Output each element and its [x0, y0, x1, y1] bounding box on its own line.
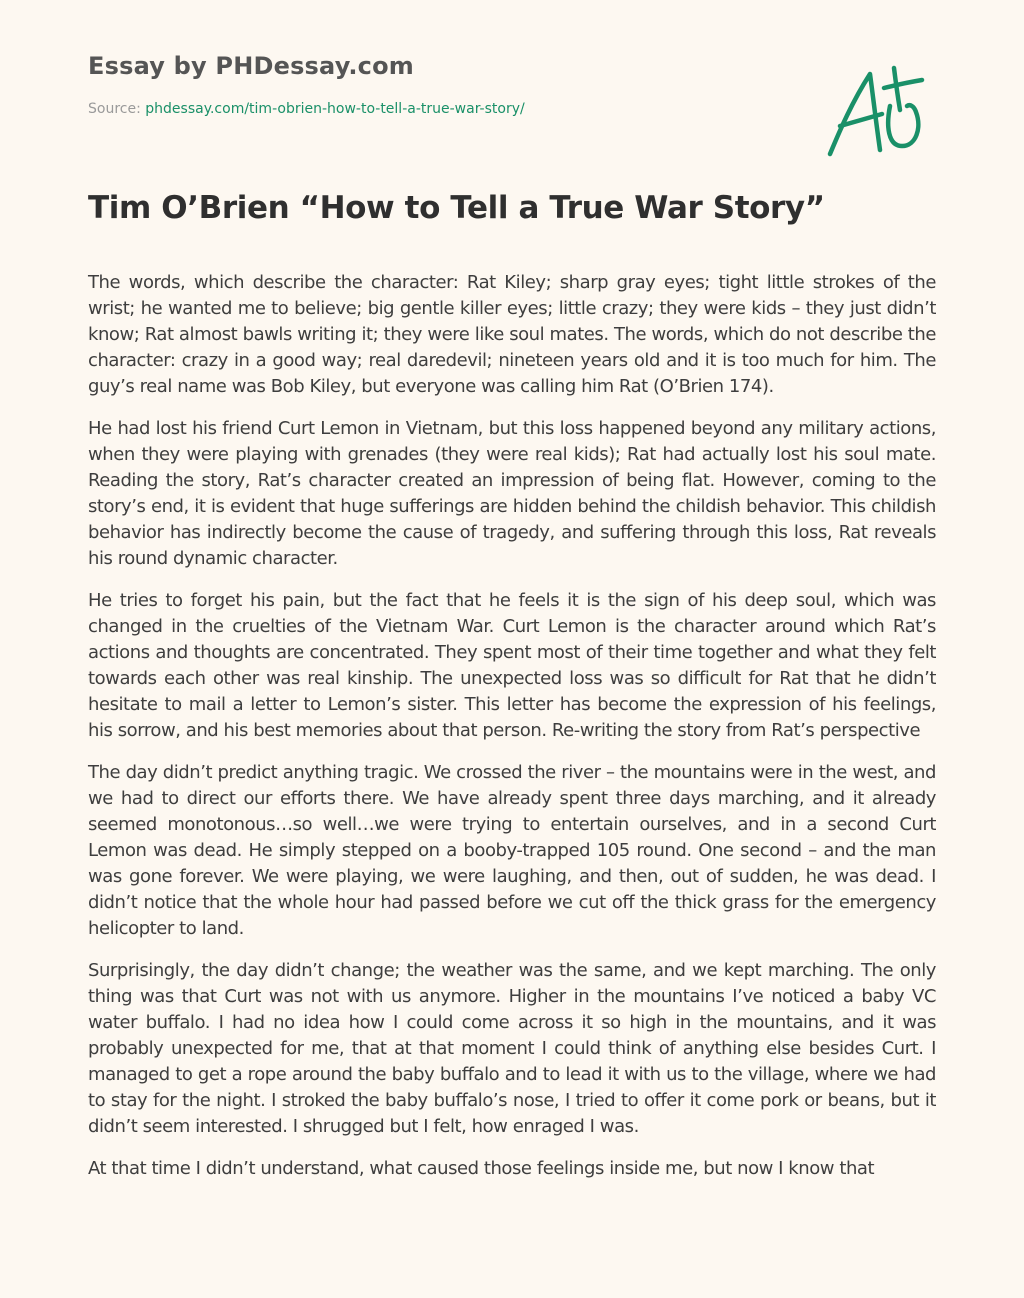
source-link[interactable]: phdessay.com/tim-obrien-how-to-tell-a-true-war-story/ — [145, 101, 525, 117]
essay-paragraph: The day didn’t predict anything tragic. We crossed the river – the mountains were in the west, and we had to direct our efforts there. We have already spent three days marching, and it already seemed monotonous…so well…we were trying to entertain ourselves, and in a second Curt Lemon was dead. He simply stepped on a booby-trapped 105 round. One second – and the man was gone forever. We were playing, we were laughing, and then, out of sudden, he was dead. I didn’t notice that the whole hour had passed before we cut off the thick grass for the emergency helicopter to land. — [88, 762, 936, 939]
a-plus-grade-logo-icon — [818, 64, 930, 164]
essay-title: Tim O’Brien “How to Tell a True War Story” — [88, 190, 825, 226]
essay-body — [88, 270, 936, 1198]
essay-paragraph: Surprisingly, the day didn’t change; the weather was the same, and we kept marching. The only thing was that Curt was not with us anymore. Higher in the mountains I’ve noticed a baby VC water buffalo. I had no idea how I could come across it so high in the mountains, and it was probably unexpected for me, that at that moment I could think of anything else besides Curt. I managed to get a rope around the baby buffalo and to lead it with us to the village, where we had to stay for the night. I stroked the baby buffalo’s nose, I tried to offer it come pork or beans, but it didn’t seem interested. I shrugged but I felt, how enraged I was. — [88, 960, 936, 1137]
site-brand: Essay by PHDessay.com — [88, 52, 414, 80]
source-line — [88, 101, 525, 117]
essay-paragraph: The words, which describe the character: Rat Kiley; sharp gray eyes; tight little strokes of the wrist; he wanted me to believe; big gentle killer eyes; little crazy; they were kids – they just didn’t know; Rat almost bawls writing it; they were like soul mates. The words, which do not describe the character: crazy in a good way; real daredevil; nineteen years old and it is too much for him. The guy’s real name was Bob Kiley, but everyone was calling him Rat (O’Brien 174). — [88, 272, 936, 397]
essay-paragraph: At that time I didn’t understand, what caused those feelings inside me, but now I know that — [88, 1158, 875, 1179]
essay-paragraph: He had lost his friend Curt Lemon in Vietnam, but this loss happened beyond any military actions, when they were playing with grenades (they were real kids); Rat had actually lost his soul mate. Reading the story, Rat’s character created an impression of being flat. However, coming to the story’s end, it is evident that huge sufferings are hidden behind the childish behavior. This childish behavior has indirectly become the cause of tragedy, and suffering through this loss, Rat reveals his round dynamic character. — [88, 418, 936, 569]
source-label: Source: — [88, 101, 146, 117]
essay-paragraph: He tries to forget his pain, but the fact that he feels it is the sign of his deep soul, which was changed in the cruelties of the Vietnam War. Curt Lemon is the character around which Rat’s actions and thoughts are concentrated. They spent most of their time together and what they felt towards each other was real kinship. The unexpected loss was so difficult for Rat that he didn’t hesitate to mail a letter to Lemon’s sister. This letter has become the expression of his feelings, his sorrow, and his best memories about that person. Re-writing the story from Rat’s perspective — [88, 590, 936, 741]
